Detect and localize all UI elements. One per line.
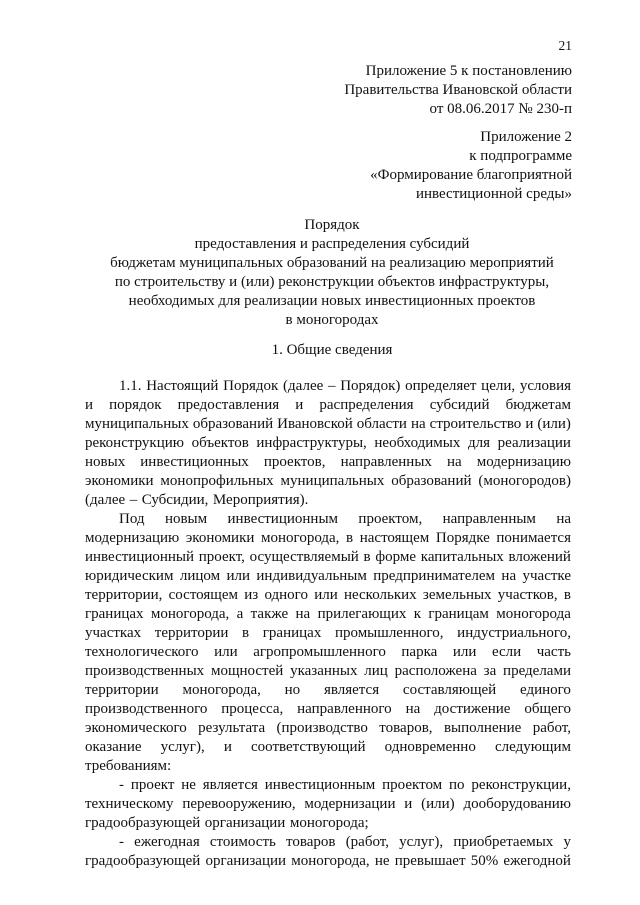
word: инвестиционным — [264, 777, 376, 793]
body-line — [85, 605, 571, 624]
body-line — [85, 643, 571, 662]
word: ежегодной — [503, 853, 571, 869]
word: организации — [205, 853, 287, 869]
word: на — [405, 701, 421, 717]
word: реализации — [497, 435, 571, 451]
word: товаров — [286, 834, 336, 850]
word: территории, — [85, 587, 163, 603]
word: Субсидии, — [141, 492, 209, 508]
word: земельных — [422, 587, 492, 603]
word: не — [181, 777, 196, 793]
page-number: 21 — [558, 38, 572, 53]
word: Настоящий — [146, 378, 219, 394]
word: расположена — [394, 663, 477, 679]
word: экономики — [85, 473, 154, 489]
title-line: предоставления и распределения субсидий — [194, 236, 470, 252]
title-line: Порядок — [304, 217, 360, 233]
word: (далее — [85, 492, 126, 508]
annex-line: к подпрограмме — [469, 148, 572, 164]
word: направленного — [297, 701, 392, 717]
word: образований — [192, 416, 274, 432]
word: приобретаемых — [453, 834, 554, 850]
word: инвестиционным — [227, 511, 339, 527]
word: границах — [262, 625, 322, 641]
word: реконструкции, — [471, 777, 571, 793]
word: производственного — [85, 701, 208, 717]
word: выполнение — [443, 720, 522, 736]
approval-line: Правительства Ивановской области — [344, 82, 572, 98]
word: юридическим — [85, 568, 174, 584]
word: Порядок — [223, 378, 279, 394]
word: субсидий — [429, 397, 490, 413]
word: на — [410, 416, 426, 432]
word: Мероприятия). — [212, 492, 309, 508]
word: промышленного, — [334, 625, 444, 641]
word: у — [563, 834, 571, 850]
word: новым — [164, 511, 208, 527]
word: в — [242, 625, 250, 641]
word: соответствующий — [251, 739, 366, 755]
word: муниципальных — [280, 473, 385, 489]
word: к — [413, 606, 421, 622]
body-line — [85, 719, 571, 738]
word: и — [295, 397, 304, 413]
body-line — [85, 624, 571, 643]
word: в — [563, 587, 571, 603]
word: границам — [428, 606, 489, 622]
word: услуг), — [160, 739, 205, 755]
word: - — [119, 834, 124, 850]
word: инвестиционных — [140, 454, 249, 470]
word: также — [250, 606, 289, 622]
body-line — [85, 757, 571, 776]
word: Порядок) — [340, 378, 401, 394]
body-line — [85, 510, 571, 529]
word: на — [446, 454, 462, 470]
word: территории — [85, 682, 159, 698]
word: проектом, — [358, 511, 423, 527]
word: по — [449, 777, 465, 793]
approval-line: Приложение 5 к постановлению — [365, 63, 572, 79]
word: товаров, — [379, 720, 433, 736]
word: и — [223, 739, 232, 755]
word: организации — [204, 815, 286, 831]
word: процесса, — [221, 701, 284, 717]
word: а — [236, 606, 244, 622]
word: Порядке — [435, 530, 490, 546]
word: общего — [524, 701, 571, 717]
word: понимается — [496, 530, 571, 546]
body-line — [85, 852, 571, 871]
word: цели, — [481, 378, 516, 394]
word: модернизации — [304, 796, 396, 812]
approval-block — [344, 62, 572, 119]
word: моногорода — [496, 606, 571, 622]
word: моногорода, — [182, 682, 261, 698]
word: реконструкцию — [85, 435, 184, 451]
word: направленным — [442, 511, 536, 527]
word: порядок — [109, 397, 162, 413]
word: на — [295, 606, 311, 622]
word: техническому — [85, 796, 174, 812]
word: Под — [119, 511, 145, 527]
word: проект, — [198, 549, 245, 565]
word: или — [226, 568, 251, 584]
word: является — [323, 682, 380, 698]
word: (далее — [283, 378, 324, 394]
word: работ, — [532, 720, 571, 736]
word: проектов, — [263, 454, 326, 470]
title-line: необходимых для реализации новых инвестиционных проектов — [128, 293, 536, 309]
body-line — [85, 681, 571, 700]
word: достижение — [434, 701, 511, 717]
word: проектом — [382, 777, 443, 793]
word: инвестиционный — [85, 549, 195, 565]
word: участков, — [497, 587, 558, 603]
word: за — [483, 663, 497, 679]
body-line — [85, 567, 571, 586]
word: дооборудованию — [463, 796, 571, 812]
word: прилегающих — [317, 606, 407, 622]
body-line — [85, 833, 571, 852]
word: образований — [391, 473, 472, 489]
section-heading: 1. Общие сведения — [271, 342, 393, 358]
word: и — [404, 796, 413, 812]
word: услуг), — [399, 834, 444, 850]
word: или — [214, 644, 238, 660]
body-line — [85, 491, 571, 510]
word: технологического — [85, 644, 199, 660]
word: индустриального, — [457, 625, 571, 641]
word: (производство — [276, 720, 368, 736]
word: форме — [375, 549, 417, 565]
annex-block — [370, 128, 572, 204]
word: единого — [520, 682, 571, 698]
body-line — [85, 795, 571, 814]
word: одновременно — [384, 739, 476, 755]
word: в — [346, 530, 354, 546]
word: если — [491, 644, 522, 660]
word: области — [356, 416, 407, 432]
annex-line: инвестиционной среды» — [415, 186, 572, 202]
body-line — [85, 396, 571, 415]
document-title — [84, 216, 580, 330]
approval-line: от 08.06.2017 № 230-п — [429, 101, 572, 117]
word: экономики — [185, 530, 255, 546]
word: лицом — [179, 568, 221, 584]
word: или — [452, 644, 477, 660]
word: монопрофильных — [160, 473, 274, 489]
word: муниципальных — [85, 416, 189, 432]
word: или — [314, 587, 338, 603]
word: участке — [522, 568, 571, 584]
body-line — [85, 700, 571, 719]
word: (или) — [421, 796, 455, 812]
word: границах — [85, 606, 144, 622]
word: производственных — [85, 663, 205, 679]
word: распределения — [319, 397, 414, 413]
word: мощностей — [210, 663, 284, 679]
word: градообразующей — [85, 853, 201, 869]
word: вложений — [508, 549, 571, 565]
word: необходимых — [374, 435, 461, 451]
word: моногорода, — [150, 606, 230, 622]
word: – — [129, 492, 138, 508]
body-text — [85, 377, 571, 871]
word: парка — [401, 644, 438, 660]
word: условия — [519, 378, 571, 394]
word: градообразующей — [85, 815, 201, 831]
word: является — [202, 777, 258, 793]
word: проект — [130, 777, 175, 793]
word: бюджетам — [505, 397, 571, 413]
word: одного — [264, 587, 308, 603]
word: агропромышленного — [253, 644, 386, 660]
word: экономического — [85, 720, 187, 736]
word: требованиям: — [85, 758, 172, 774]
word: но — [284, 682, 301, 698]
word: нескольких — [343, 587, 417, 603]
annex-line: Приложение 2 — [480, 129, 572, 145]
word: для — [468, 435, 491, 451]
word: на — [556, 511, 571, 527]
title-line: бюджетам муниципальных образований на реализацию мероприятий — [110, 255, 554, 271]
word: перевооружению, — [182, 796, 296, 812]
word: (моногородов) — [478, 473, 571, 489]
word: предпринимателем — [373, 568, 496, 584]
word: пределами — [503, 663, 571, 679]
word: и — [525, 416, 534, 432]
body-line — [85, 548, 571, 567]
word: направленных — [340, 454, 432, 470]
word: и — [85, 397, 94, 413]
word: моногорода, — [291, 853, 370, 869]
word: стоимость — [209, 834, 276, 850]
word: строительство — [429, 416, 522, 432]
word: индивидуальным — [256, 568, 367, 584]
word: (работ, — [345, 834, 389, 850]
word: ежегодная — [134, 834, 200, 850]
word: настоящем — [359, 530, 430, 546]
word: (или) — [537, 416, 571, 432]
word: участках — [85, 625, 142, 641]
word: – — [327, 378, 336, 394]
word: 50% — [470, 853, 499, 869]
body-line — [85, 814, 571, 833]
word: территории — [154, 625, 229, 641]
word: осуществляемый — [249, 549, 359, 565]
word: оказание — [85, 739, 142, 755]
word: не — [374, 853, 390, 869]
word: составляющей — [402, 682, 497, 698]
word: модернизацию — [476, 454, 571, 470]
word: капитальных — [420, 549, 504, 565]
body-line — [85, 662, 571, 681]
body-line — [85, 472, 571, 491]
body-line — [85, 738, 571, 757]
word: новых — [85, 454, 126, 470]
word: инфраструктуры, — [256, 435, 367, 451]
word: моногорода; — [289, 815, 369, 831]
word: указанных — [290, 663, 358, 679]
body-line — [85, 377, 571, 396]
annex-line: «Формирование благоприятной — [370, 167, 572, 183]
word: результата — [198, 720, 266, 736]
title-line: в моногородах — [285, 312, 379, 328]
body-line — [85, 434, 571, 453]
body-line — [85, 529, 571, 548]
word: из — [244, 587, 259, 603]
word: часть — [536, 644, 571, 660]
word: на — [501, 568, 517, 584]
word: превышает — [394, 853, 466, 869]
body-line — [85, 453, 571, 472]
title-line: по строительству и (или) реконструкции объектов инфраструктуры, — [114, 274, 550, 290]
word: Ивановской — [277, 416, 353, 432]
word: 1.1. — [119, 378, 142, 394]
word: модернизацию — [85, 530, 180, 546]
body-line — [85, 776, 571, 795]
word: объектов — [191, 435, 249, 451]
word: - — [119, 777, 124, 793]
word: следующим — [494, 739, 571, 755]
body-line — [85, 586, 571, 605]
word: лиц — [364, 663, 388, 679]
body-line — [85, 415, 571, 434]
word: предоставления — [177, 397, 280, 413]
word: состоящем — [168, 587, 239, 603]
word: моногорода, — [261, 530, 340, 546]
word: в — [363, 549, 371, 565]
word: определяет — [405, 378, 477, 394]
